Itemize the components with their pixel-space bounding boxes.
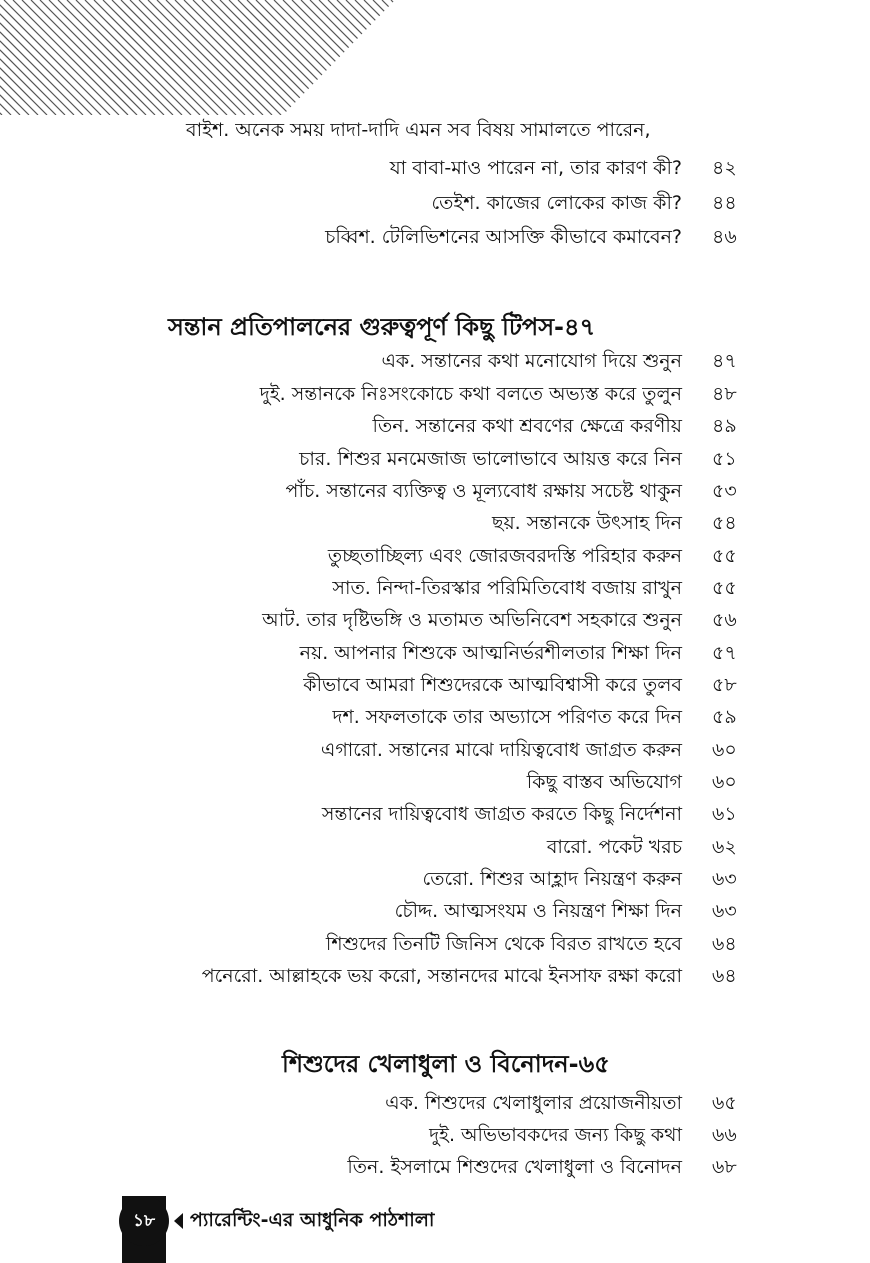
toc-entry-title: চৌদ্দ. আত্মসংযম ও নিয়ন্ত্রণ শিক্ষা দিন bbox=[394, 900, 682, 922]
section-heading: শিশুদের খেলাধুলা ও বিনোদন-৬৫ bbox=[282, 1050, 610, 1078]
toc-entry-title: তিন. ইসলামে শিশুদের খেলাধুলা ও বিনোদন bbox=[347, 1156, 682, 1178]
toc-entry-page: ৫৫ bbox=[712, 545, 737, 567]
toc-entry-title: দশ. সফলতাকে তার অভ্যাসে পরিণত করে দিন bbox=[332, 706, 682, 728]
toc-entry-page: ৬১ bbox=[712, 803, 737, 825]
toc-entry-title: পনেরো. আল্লাহকে ভয় করো, সন্তানদের মাঝে ইনসাফ রক্ষা করো bbox=[201, 965, 682, 987]
toc-entry-title: চার. শিশুর মনমেজাজ ভালোভাবে আয়ত্ত করে নিন bbox=[299, 448, 682, 470]
toc-entry-title: যা বাবা-মাও পারেন না, তার কারণ কী? bbox=[389, 157, 682, 179]
toc-entry-page: ৬৫ bbox=[712, 1092, 737, 1114]
toc-entry-page: ৬৪ bbox=[712, 933, 737, 955]
toc-entry-title: দুই. সন্তানকে নিঃসংকোচে কথা বলতে অভ্যস্ত করে তুলুন bbox=[259, 383, 682, 405]
toc-entry-page: ৪৭ bbox=[712, 350, 737, 372]
toc-entry-title: সন্তানের দায়িত্ববোধ জাগ্রত করতে কিছু নির্দেশনা bbox=[321, 803, 682, 825]
toc-entry-title: নয়. আপনার শিশুকে আত্মনির্ভরশীলতার শিক্ষা দিন bbox=[299, 642, 682, 664]
toc-entry-title: শিশুদের তিনটি জিনিস থেকে বিরত রাখতে হবে bbox=[325, 933, 682, 955]
toc-entry-page: ৫১ bbox=[712, 448, 737, 470]
toc-entry-page: ৬৮ bbox=[712, 1156, 737, 1178]
page-number-badge: ১৮ bbox=[119, 1196, 169, 1246]
running-book-title: প্যারেন্টিং-এর আধুনিক পাঠশালা bbox=[190, 1209, 435, 1231]
toc-entry-title: তেইশ. কাজের লোকের কাজ কী? bbox=[431, 192, 682, 214]
toc-entry-page: ৪৯ bbox=[712, 415, 737, 437]
toc-entry-page: ৪৬ bbox=[712, 226, 737, 248]
corner-stripe-decoration bbox=[0, 0, 400, 115]
toc-entry-page: ৫৫ bbox=[712, 577, 737, 599]
section-heading: সন্তান প্রতিপালনের গুরুত্বপূর্ণ কিছু টিপস-৪৭ bbox=[168, 313, 596, 341]
toc-entry-page: ৬৬ bbox=[712, 1124, 737, 1146]
toc-entry-title: তেরো. শিশুর আহ্লাদ নিয়ন্ত্রণ করুন bbox=[422, 868, 682, 890]
toc-entry-title: সাত. নিন্দা-তিরস্কার পরিমিতিবোধ বজায় রাখুন bbox=[332, 577, 682, 599]
toc-entry-page: ৬০ bbox=[712, 771, 737, 793]
toc-entry-page: ৬০ bbox=[712, 739, 737, 761]
toc-entry-page: ৬৪ bbox=[712, 965, 737, 987]
toc-entry-page: ৪২ bbox=[712, 157, 737, 179]
toc-entry-page: ৫৭ bbox=[712, 642, 737, 664]
toc-entry-title: চব্বিশ. টেলিভিশনের আসক্তি কীভাবে কমাবেন? bbox=[325, 226, 682, 248]
toc-entry-page: ৬২ bbox=[712, 836, 737, 858]
toc-entry-title: ছয়. সন্তানকে উৎসাহ দিন bbox=[491, 512, 682, 534]
toc-entry-title: এগারো. সন্তানের মাঝে দায়িত্ববোধ জাগ্রত করুন bbox=[320, 739, 682, 761]
toc-entry-page: ৬৩ bbox=[712, 868, 737, 890]
toc-entry-title: এক. শিশুদের খেলাধুলার প্রয়োজনীয়তা bbox=[385, 1092, 682, 1114]
toc-entry-title: তিন. সন্তানের কথা শ্রবণের ক্ষেত্রে করণীয় bbox=[372, 415, 682, 437]
toc-entry-page: ৫৪ bbox=[712, 512, 737, 534]
toc-entry-page: ৬৩ bbox=[712, 900, 737, 922]
toc-entry-title: কীভাবে আমরা শিশুদেরকে আত্মবিশ্বাসী করে তুলব bbox=[303, 674, 682, 696]
toc-entry-title: বাইশ. অনেক সময় দাদা-দাদি এমন সব বিষয় সামালতে পারেন, bbox=[186, 119, 651, 141]
toc-entry-page: ৫৬ bbox=[712, 609, 737, 631]
toc-entry-title: আট. তার দৃষ্টিভঙ্গি ও মতামত অভিনিবেশ সহকারে শুনুন bbox=[262, 609, 682, 631]
toc-entry-page: ৫৩ bbox=[712, 480, 737, 502]
triangle-left-icon bbox=[174, 1213, 183, 1229]
toc-entry-page: ৪৮ bbox=[712, 383, 737, 405]
toc-entry-title: তুচ্ছতাচ্ছিল্য এবং জোরজবরদস্তি পরিহার করুন bbox=[327, 545, 682, 567]
toc-entry-title: বারো. পকেট খরচ bbox=[546, 836, 682, 858]
toc-entry-title: দুই. অভিভাবকদের জন্য কিছু কথা bbox=[429, 1124, 682, 1146]
toc-entry-title: এক. সন্তানের কথা মনোযোগ দিয়ে শুনুন bbox=[381, 350, 682, 372]
toc-entry-page: ৫৯ bbox=[712, 706, 737, 728]
toc-entry-page: ৫৮ bbox=[712, 674, 737, 696]
toc-entry-title: পাঁচ. সন্তানের ব্যক্তিত্ব ও মূল্যবোধ রক্ষায় সচেষ্ট থাকুন bbox=[285, 480, 682, 502]
toc-entry-page: ৪৪ bbox=[712, 192, 737, 214]
toc-entry-title: কিছু বাস্তব অভিযোগ bbox=[526, 771, 682, 793]
